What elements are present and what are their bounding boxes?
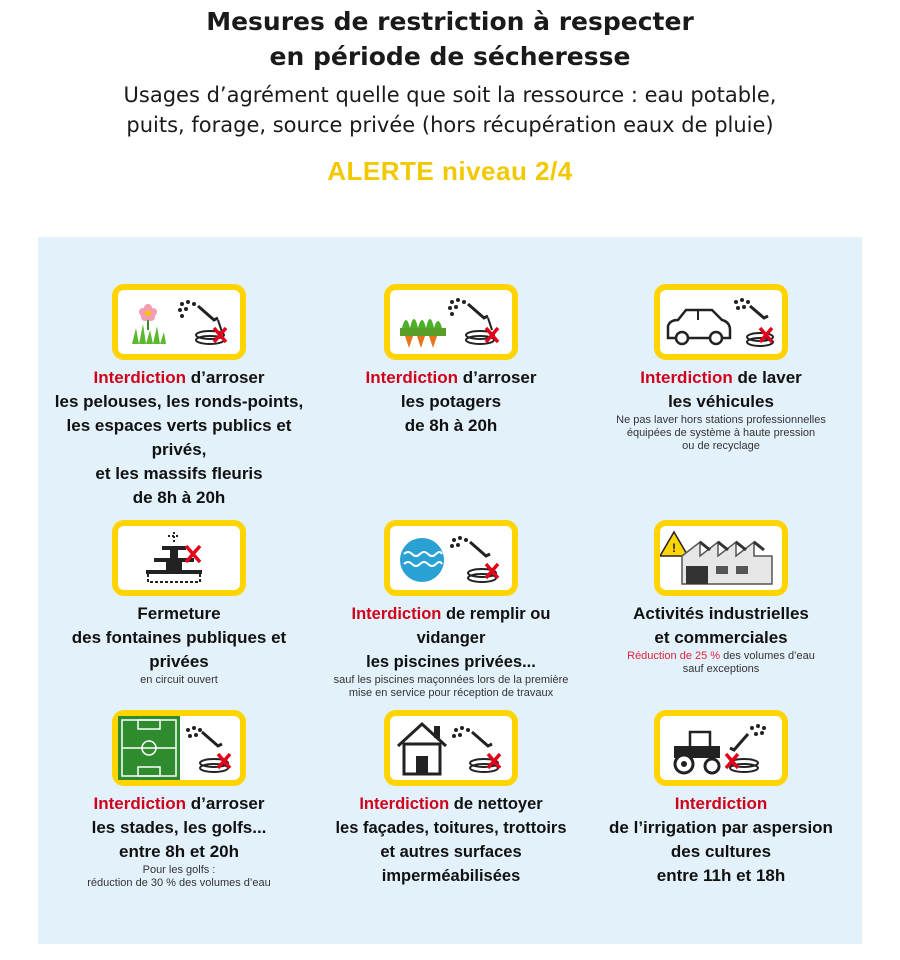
card-lawns [48, 284, 310, 510]
card-facades-line2: les façades, toitures, trottoirs [335, 819, 567, 837]
card-stadiums [48, 710, 310, 890]
vegetable-garden-icon [384, 284, 518, 360]
reduction-label: Réduction de 25 % [627, 650, 721, 662]
card-fountains [48, 520, 310, 687]
card-gardens-line1: d’arroser [458, 368, 537, 387]
interdiction-label: Interdiction [93, 794, 187, 813]
card-fountains-note1: en circuit ouvert [140, 674, 218, 686]
card-fountains-note [48, 674, 310, 687]
card-stadiums-line2: les stades, les golfs... [91, 818, 267, 837]
card-lawns-line1: d’arroser [186, 368, 265, 387]
card-industry-note1: des volumes d’eau [720, 650, 815, 662]
title-line-1: Mesures de restriction à respecter [206, 7, 694, 36]
card-vehicles-note1: Ne pas laver hors stations professionnelles [616, 414, 826, 426]
stadium-icon [112, 710, 246, 786]
card-fountains-line1: Fermeture [137, 604, 221, 623]
interdiction-label: Interdiction [351, 605, 442, 623]
card-industry-note [590, 650, 852, 676]
card-gardens-line3: de 8h à 20h [404, 416, 498, 435]
card-stadiums-line1: d’arroser [186, 794, 265, 813]
card-facades-line1: de nettoyer [449, 795, 543, 813]
card-stadiums-note [48, 864, 310, 890]
card-lawns-text [48, 366, 310, 510]
card-stadiums-text [48, 792, 310, 864]
card-pools-text [320, 602, 582, 674]
card-pools-line2: les piscines privées... [366, 653, 536, 671]
card-lawns-line5: de 8h à 20h [132, 488, 226, 507]
card-vehicles-note3: ou de recyclage [682, 440, 760, 452]
card-stadiums-note1: Pour les golfs : [142, 864, 216, 876]
pool-icon [384, 520, 518, 596]
card-irrigation [590, 710, 852, 888]
flower-sprinkler-icon [112, 284, 246, 360]
card-irrigation-line3: des cultures [670, 842, 772, 861]
card-vehicles-line1: de laver [732, 368, 802, 387]
interdiction-label: Interdiction [93, 368, 187, 387]
card-gardens-text [320, 366, 582, 438]
interdiction-label: Interdiction [365, 368, 459, 387]
interdiction-label: Interdiction [674, 794, 768, 813]
card-industry-text [590, 602, 852, 650]
factory-icon [654, 520, 788, 596]
card-lawns-line3: les espaces verts publics et privés, [66, 416, 292, 459]
subtitle [0, 80, 900, 140]
card-fountains-text [48, 602, 310, 674]
card-industry-note2: sauf exceptions [682, 663, 760, 675]
card-pools-note [320, 674, 582, 700]
fountain-icon [112, 520, 246, 596]
card-irrigation-text [590, 792, 852, 888]
card-facades [320, 710, 582, 888]
page-title [0, 4, 900, 74]
card-industry [590, 520, 852, 676]
car-wash-icon [654, 284, 788, 360]
card-pools-note1: sauf les piscines maçonnées lors de la première [333, 674, 569, 686]
svg-text:!: ! [672, 541, 676, 555]
card-lawns-line4: et les massifs fleuris [95, 464, 263, 483]
title-line-2: en période de sécheresse [269, 42, 631, 71]
card-pools [320, 520, 582, 700]
card-irrigation-line4: entre 11h et 18h [656, 866, 786, 885]
card-pools-note2: mise en service pour réception de travaux [348, 687, 554, 699]
card-vehicles [590, 284, 852, 453]
interdiction-label: Interdiction [359, 795, 450, 813]
card-industry-line1: Activités industrielles [633, 604, 809, 623]
interdiction-label: Interdiction [640, 368, 733, 387]
card-gardens [320, 284, 582, 438]
card-vehicles-text [590, 366, 852, 414]
card-lawns-line2: les pelouses, les ronds-points, [54, 392, 304, 411]
card-facades-text [320, 792, 582, 888]
card-facades-line3: et autres surfaces imperméabilisées [380, 843, 522, 885]
card-pools-line1: de remplir ou vidanger [416, 605, 551, 647]
card-stadiums-note2: réduction de 30 % des volumes d’eau [87, 877, 271, 889]
alert-level: ALERTE niveau 2/4 [327, 156, 573, 186]
card-irrigation-line2: de l’irrigation par aspersion [609, 818, 833, 837]
header [0, 0, 900, 187]
card-gardens-line2: les potagers [400, 392, 502, 411]
card-vehicles-note [590, 414, 852, 453]
card-vehicles-note2: équipées de système à haute pression [626, 427, 816, 439]
card-vehicles-line2: les véhicules [668, 392, 774, 411]
house-cleaning-icon [384, 710, 518, 786]
card-industry-line2: et commerciales [654, 628, 788, 647]
tractor-irrigation-icon [654, 710, 788, 786]
card-fountains-line2: des fontaines publiques et privées [71, 628, 287, 671]
card-stadiums-line3: entre 8h et 20h [119, 842, 239, 861]
subtitle-line-1: Usages d’agrément quelle que soit la ressource : eau potable, [123, 83, 777, 107]
subtitle-line-2: puits, forage, source privée (hors récupération eaux de pluie) [126, 113, 774, 137]
